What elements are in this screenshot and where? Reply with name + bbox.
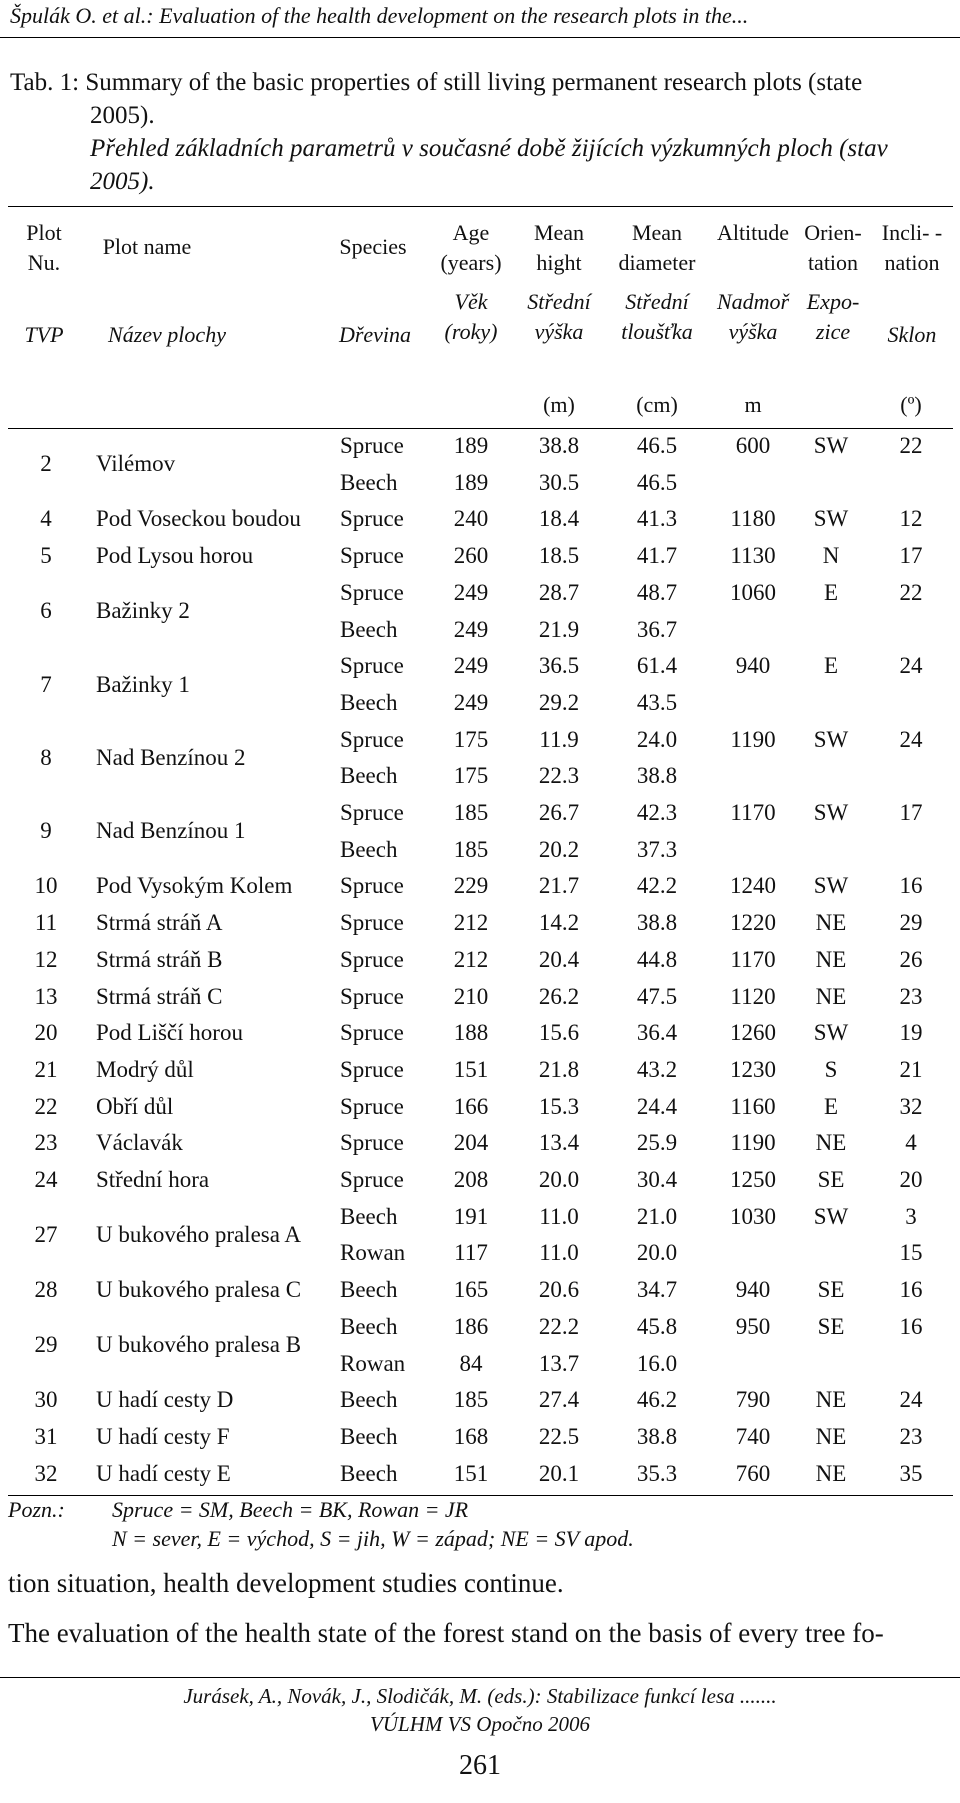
plot-number: 20: [34, 1020, 58, 1046]
mean-height-cell: 26.7: [538, 800, 580, 825]
altitude-cell: 740: [735, 1423, 771, 1449]
mean-diameter-cell: 48.7: [636, 579, 678, 605]
species-cell: Spruce: [340, 579, 404, 605]
inclination-cell: 12: [899, 506, 923, 532]
species-cell: Spruce: [340, 543, 404, 569]
table-top-rule: [8, 206, 953, 207]
age-cell: 204: [453, 1130, 489, 1156]
age-cell: 185: [453, 1387, 489, 1413]
age-cell: 166: [453, 1093, 489, 1119]
mean-height-cell: 20.0: [538, 1167, 580, 1192]
orientation-cell: NE: [815, 983, 847, 1009]
mean-height-cell: 36.5: [538, 653, 580, 679]
unit-slope: (º): [900, 392, 922, 417]
plot-number: 2: [40, 451, 52, 477]
plot-number: 28: [34, 1277, 58, 1303]
mean-diameter-cell: 38.8: [636, 910, 678, 936]
mean-diameter-cell: 21.0: [636, 1203, 678, 1229]
orientation-cell: SW: [813, 800, 849, 825]
inclination-cell: 24: [899, 726, 923, 752]
mean-diameter-cell: 42.3: [636, 800, 678, 825]
inclination-cell: 22: [899, 433, 923, 458]
altitude-cell: 1130: [730, 543, 776, 569]
species-cell: Spruce: [340, 433, 404, 458]
plot-number: 21: [34, 1056, 58, 1082]
mean-height-cell: 21.9: [538, 616, 580, 642]
plot-name: Strmá stráň C: [96, 983, 223, 1009]
mean-diameter-cell: 41.3: [636, 506, 678, 532]
caption-cz-line1: Přehled základních parametrů v současné době žijících výzkumných ploch (stav: [90, 135, 888, 162]
species-cell: Rowan: [340, 1240, 406, 1266]
plot-name: Bažinky 2: [96, 598, 190, 624]
top-rule: [0, 37, 960, 38]
altitude-cell: 1190: [730, 726, 776, 752]
species-cell: Beech: [340, 763, 398, 789]
plot-number: 11: [34, 910, 58, 936]
orientation-cell: NE: [815, 1423, 847, 1449]
plot-name: U hadí cesty D: [96, 1387, 234, 1413]
orientation-cell: SW: [813, 506, 849, 532]
plot-number: 24: [34, 1167, 58, 1192]
altitude-cell: 1030: [730, 1203, 776, 1229]
inclination-cell: 23: [899, 983, 923, 1009]
orientation-cell: SW: [813, 433, 849, 458]
inclination-cell: 19: [899, 1020, 923, 1046]
altitude-cell: 950: [735, 1313, 771, 1339]
header-mean-diameter: Mean diameter: [618, 220, 696, 275]
inclination-cell: 20: [899, 1167, 923, 1192]
altitude-cell: 1170: [730, 800, 776, 825]
species-cell: Spruce: [340, 873, 404, 899]
species-cell: Spruce: [340, 1056, 404, 1082]
age-cell: 185: [453, 836, 489, 862]
table-header-rule: [8, 428, 953, 429]
mean-diameter-cell: 38.8: [636, 763, 678, 789]
orientation-cell: E: [823, 1093, 839, 1119]
age-cell: 249: [453, 689, 489, 715]
orientation-cell: SE: [817, 1277, 845, 1303]
header-vek: Věk (roky): [444, 289, 498, 344]
header-plot-name: Plot name: [102, 234, 192, 259]
age-cell: 249: [453, 616, 489, 642]
species-cell: Beech: [340, 1313, 398, 1339]
plot-number: 23: [34, 1130, 58, 1156]
mean-diameter-cell: 25.9: [636, 1130, 678, 1156]
mean-diameter-cell: 20.0: [636, 1240, 678, 1266]
mean-height-cell: 29.2: [538, 689, 580, 715]
plot-number: 7: [40, 671, 52, 697]
mean-diameter-cell: 34.7: [636, 1277, 678, 1303]
running-head: Špulák O. et al.: Evaluation of the health development on the research plots in the...: [10, 3, 749, 28]
age-cell: 212: [453, 946, 489, 972]
inclination-cell: 24: [899, 1387, 923, 1413]
plot-name: Bažinky 1: [96, 671, 190, 697]
mean-diameter-cell: 36.4: [636, 1020, 678, 1046]
plot-number: 13: [34, 983, 58, 1009]
species-cell: Rowan: [340, 1350, 406, 1376]
page-number: 261: [459, 1750, 501, 1781]
altitude-cell: 940: [735, 1277, 771, 1303]
orientation-cell: N: [822, 543, 840, 569]
header-stredni-tloustka: Střední tloušťka: [621, 289, 693, 344]
orientation-cell: E: [823, 653, 839, 679]
plot-name: U hadí cesty E: [96, 1460, 231, 1486]
plot-name: Modrý důl: [96, 1056, 194, 1082]
age-cell: 151: [453, 1460, 489, 1486]
unit-altitude: m: [744, 392, 762, 417]
orientation-cell: NE: [815, 1460, 847, 1486]
header-mean-hight: Mean hight: [533, 220, 585, 275]
header-age: Age (years): [440, 220, 502, 275]
age-cell: 249: [453, 653, 489, 679]
altitude-cell: 1190: [730, 1130, 776, 1156]
mean-diameter-cell: 35.3: [636, 1460, 678, 1486]
mean-diameter-cell: 41.7: [636, 543, 678, 569]
mean-diameter-cell: 24.0: [636, 726, 678, 752]
plot-name: Nad Benzínou 1: [96, 818, 246, 844]
species-cell: Spruce: [340, 1130, 404, 1156]
age-cell: 212: [453, 910, 489, 936]
table-bottom-rule: [8, 1495, 953, 1496]
mean-height-cell: 11.9: [539, 726, 579, 752]
mean-height-cell: 15.6: [538, 1020, 580, 1046]
mean-diameter-cell: 24.4: [636, 1093, 678, 1119]
note-label: Pozn.:: [8, 1497, 65, 1522]
age-cell: 210: [453, 983, 489, 1009]
altitude-cell: 790: [735, 1387, 771, 1413]
altitude-cell: 1250: [730, 1167, 776, 1192]
footer-rule: [0, 1677, 960, 1678]
mean-diameter-cell: 42.2: [636, 873, 678, 899]
species-cell: Spruce: [340, 1093, 404, 1119]
plot-number: 5: [40, 543, 52, 569]
body-text-line2: The evaluation of the health state of the forest stand on the basis of every tree fo-: [8, 1618, 884, 1648]
plot-name: U bukového pralesa C: [96, 1277, 302, 1303]
altitude-cell: 1060: [730, 579, 776, 605]
plot-name: Pod Vysokým Kolem: [96, 873, 293, 899]
plot-name: Pod Liščí horou: [96, 1020, 243, 1046]
plot-name: U hadí cesty F: [96, 1423, 230, 1449]
inclination-cell: 23: [899, 1423, 923, 1449]
header-nadmor-vyska: Nadmoř výška: [716, 289, 790, 344]
plot-name: Strmá stráň B: [96, 946, 223, 972]
inclination-cell: 16: [899, 1313, 923, 1339]
age-cell: 191: [453, 1203, 489, 1229]
inclination-cell: 29: [899, 910, 923, 936]
inclination-cell: 22: [899, 579, 923, 605]
inclination-cell: 15: [899, 1240, 923, 1266]
mean-height-cell: 20.4: [538, 946, 580, 972]
plot-name: Strmá stráň A: [96, 910, 223, 936]
species-cell: Spruce: [340, 1167, 404, 1192]
caption-en-line1: Tab. 1: Summary of the basic properties of still living permanent research plots (state: [10, 69, 863, 96]
orientation-cell: NE: [815, 946, 847, 972]
inclination-cell: 21: [899, 1056, 923, 1082]
plot-name: U bukového pralesa B: [96, 1332, 302, 1358]
header-sklon: Sklon: [887, 322, 937, 347]
altitude-cell: 1120: [730, 983, 776, 1009]
body-text-line1: tion situation, health development studies continue.: [8, 1568, 564, 1598]
plot-number: 27: [34, 1222, 58, 1248]
orientation-cell: SE: [817, 1167, 845, 1192]
mean-height-cell: 22.2: [538, 1313, 580, 1339]
orientation-cell: SW: [813, 726, 849, 752]
mean-height-cell: 14.2: [538, 910, 580, 936]
mean-height-cell: 26.2: [538, 983, 580, 1009]
inclination-cell: 3: [905, 1203, 917, 1229]
mean-height-cell: 11.0: [539, 1203, 579, 1229]
inclination-cell: 35: [899, 1460, 923, 1486]
age-cell: 117: [454, 1240, 488, 1266]
age-cell: 185: [453, 800, 489, 825]
mean-diameter-cell: 43.2: [636, 1056, 678, 1082]
table-caption: [10, 66, 940, 198]
mean-diameter-cell: 36.7: [636, 616, 678, 642]
age-cell: 186: [453, 1313, 489, 1339]
plot-number: 30: [34, 1387, 58, 1413]
species-cell: Beech: [340, 1423, 398, 1449]
plot-number: 9: [40, 818, 52, 844]
orientation-cell: NE: [815, 910, 847, 936]
mean-height-cell: 20.1: [538, 1460, 580, 1486]
mean-height-cell: 28.7: [538, 579, 580, 605]
header-species: Species: [339, 234, 407, 259]
mean-diameter-cell: 47.5: [636, 983, 678, 1009]
header-plot-nu: Plot Nu.: [26, 220, 62, 275]
header-stredni-vyska: Střední výška: [527, 289, 591, 344]
age-cell: 249: [453, 579, 489, 605]
plot-name: Pod Lysou horou: [96, 543, 254, 569]
age-cell: 260: [453, 543, 489, 569]
mean-height-cell: 27.4: [538, 1387, 580, 1413]
age-cell: 168: [453, 1423, 489, 1449]
species-cell: Beech: [340, 1203, 398, 1229]
mean-diameter-cell: 46.2: [636, 1387, 678, 1413]
mean-height-cell: 18.4: [538, 506, 580, 532]
footer-line2: VÚLHM VS Opočno 2006: [370, 1712, 590, 1736]
species-cell: Beech: [340, 689, 398, 715]
altitude-cell: 760: [735, 1460, 771, 1486]
species-cell: Beech: [340, 1277, 398, 1303]
inclination-cell: 17: [899, 543, 923, 569]
plot-number: 10: [34, 873, 58, 899]
altitude-cell: 940: [735, 653, 771, 679]
species-cell: Beech: [340, 836, 398, 862]
mean-height-cell: 18.5: [538, 543, 580, 569]
altitude-cell: 1180: [730, 506, 776, 532]
plot-name: Střední hora: [96, 1167, 210, 1192]
plot-name: Nad Benzínou 2: [96, 744, 246, 770]
plot-name: Václavák: [96, 1130, 183, 1156]
mean-height-cell: 15.3: [538, 1093, 580, 1119]
altitude-cell: 1160: [730, 1093, 776, 1119]
mean-height-cell: 20.6: [538, 1277, 580, 1303]
plot-number: 12: [34, 946, 58, 972]
age-cell: 175: [453, 726, 489, 752]
plot-number: 29: [34, 1332, 58, 1358]
header-altitude: Altitude: [716, 220, 790, 245]
footer-line1: Jurásek, A., Novák, J., Slodičák, M. (eds.): Stabilizace funkcí lesa .......: [183, 1684, 777, 1708]
altitude-cell: 1260: [730, 1020, 776, 1046]
species-cell: Beech: [340, 469, 398, 495]
mean-height-cell: 20.2: [538, 836, 580, 862]
age-cell: 189: [453, 469, 489, 495]
species-cell: Beech: [340, 1387, 398, 1413]
inclination-cell: 26: [899, 946, 923, 972]
altitude-cell: 1230: [730, 1056, 776, 1082]
mean-diameter-cell: 30.4: [636, 1167, 678, 1192]
altitude-cell: 1220: [730, 910, 776, 936]
mean-height-cell: 30.5: [538, 469, 580, 495]
age-cell: 151: [453, 1056, 489, 1082]
species-cell: Spruce: [340, 506, 404, 532]
mean-diameter-cell: 45.8: [636, 1313, 678, 1339]
age-cell: 165: [453, 1277, 489, 1303]
inclination-cell: 32: [899, 1093, 923, 1119]
inclination-cell: 16: [899, 1277, 923, 1303]
age-cell: 175: [453, 763, 489, 789]
orientation-cell: SW: [813, 1203, 849, 1229]
age-cell: 229: [453, 873, 489, 899]
altitude-cell: 1170: [730, 946, 776, 972]
plot-number: 31: [34, 1423, 58, 1449]
species-cell: Beech: [340, 1460, 398, 1486]
plot-name: Obří důl: [96, 1093, 174, 1119]
mean-height-cell: 22.3: [538, 763, 580, 789]
mean-diameter-cell: 46.5: [636, 433, 678, 458]
header-inclination: Incli- -nation: [881, 220, 943, 275]
species-cell: Spruce: [340, 1020, 404, 1046]
species-cell: Beech: [340, 616, 398, 642]
mean-height-cell: 21.8: [538, 1056, 580, 1082]
plot-number: 8: [40, 744, 52, 770]
plot-name: U bukového pralesa A: [96, 1222, 302, 1248]
mean-diameter-cell: 44.8: [636, 946, 678, 972]
mean-diameter-cell: 16.0: [636, 1350, 678, 1376]
species-cell: Spruce: [340, 800, 404, 825]
header-expozice: Expo- zice: [806, 289, 860, 344]
orientation-cell: SW: [813, 1020, 849, 1046]
species-cell: Spruce: [340, 726, 404, 752]
mean-height-cell: 21.7: [538, 873, 580, 899]
inclination-cell: 17: [899, 800, 923, 825]
age-cell: 84: [459, 1350, 483, 1376]
orientation-cell: NE: [815, 1130, 847, 1156]
plot-number: 4: [40, 506, 52, 532]
orientation-cell: E: [823, 579, 839, 605]
caption-en-line2: 2005).: [90, 102, 155, 129]
plot-name: Pod Voseckou boudou: [96, 506, 301, 532]
note-line1: Spruce = SM, Beech = BK, Rowan = JR: [112, 1497, 469, 1522]
species-cell: Spruce: [340, 983, 404, 1009]
plot-number: 22: [34, 1093, 58, 1119]
altitude-cell: 1240: [730, 873, 776, 899]
inclination-cell: 24: [899, 653, 923, 679]
orientation-cell: SE: [817, 1313, 845, 1339]
species-cell: Spruce: [340, 910, 404, 936]
altitude-cell: 600: [735, 433, 771, 458]
plot-number: 32: [34, 1460, 58, 1486]
orientation-cell: S: [824, 1056, 838, 1082]
mean-diameter-cell: 43.5: [636, 689, 678, 715]
mean-diameter-cell: 46.5: [636, 469, 678, 495]
age-cell: 188: [453, 1020, 489, 1046]
mean-height-cell: 38.8: [538, 433, 580, 458]
plot-name: Vilémov: [96, 451, 176, 477]
orientation-cell: SW: [813, 873, 849, 899]
mean-diameter-cell: 37.3: [636, 836, 678, 862]
header-nazev-plochy: Název plochy: [108, 322, 226, 347]
mean-diameter-cell: 61.4: [636, 653, 678, 679]
species-cell: Spruce: [340, 946, 404, 972]
mean-height-cell: 13.7: [538, 1350, 580, 1376]
mean-height-cell: 22.5: [538, 1423, 580, 1449]
mean-height-cell: 13.4: [538, 1130, 580, 1156]
mean-height-cell: 11.0: [539, 1240, 579, 1266]
header-orientation: Orien- tation: [804, 220, 862, 275]
header-drevina: Dřevina: [338, 322, 412, 347]
inclination-cell: 16: [899, 873, 923, 899]
unit-diameter: (cm): [636, 392, 678, 417]
age-cell: 208: [453, 1167, 489, 1192]
inclination-cell: 4: [905, 1130, 917, 1156]
age-cell: 189: [453, 433, 489, 458]
plot-number: 6: [40, 598, 52, 624]
species-cell: Spruce: [340, 653, 404, 679]
note-line2: N = sever, E = východ, S = jih, W = západ; NE = SV apod.: [112, 1526, 634, 1551]
header-tvp: TVP: [24, 322, 64, 347]
unit-height: (m): [543, 392, 575, 417]
caption-cz-line2: 2005).: [90, 168, 155, 195]
mean-diameter-cell: 38.8: [636, 1423, 678, 1449]
age-cell: 240: [453, 506, 489, 532]
orientation-cell: NE: [815, 1387, 847, 1413]
